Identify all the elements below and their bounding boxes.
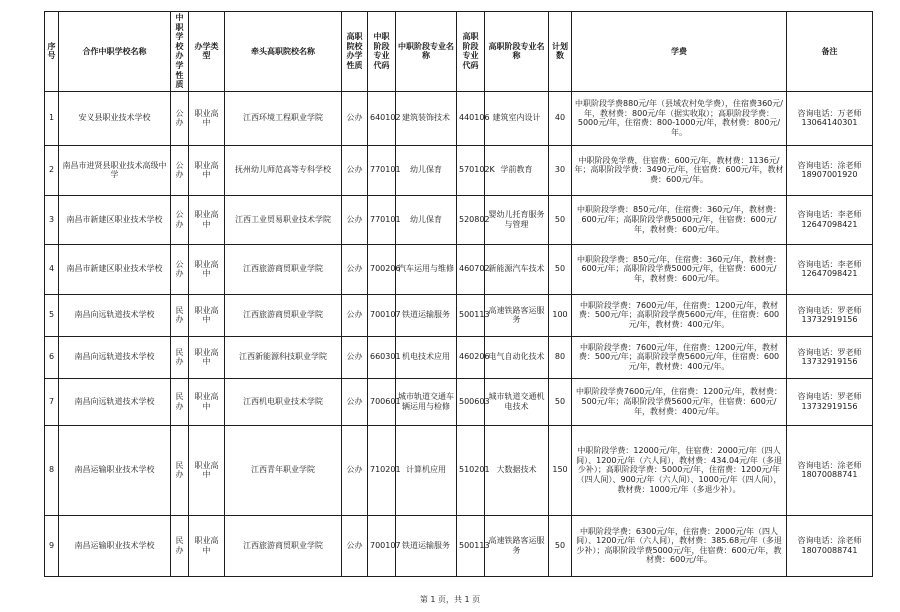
cell-partner-college: 江西工业贸易职业技术学院 — [225, 195, 342, 244]
cell-plan-count: 50 — [549, 195, 572, 244]
cell-school-name: 南昌向远轨道技术学校 — [59, 294, 171, 336]
cell-partner-college: 抚州幼儿师范高等专科学校 — [225, 145, 342, 195]
cell-sec-major-code: 700601 — [368, 378, 396, 425]
cell-plan-count: 50 — [549, 244, 572, 294]
cell-school-name: 安义县职业技术学校 — [59, 91, 171, 145]
header-school-type: 办学类型 — [189, 12, 225, 92]
enrollment-table — [44, 11, 873, 577]
cell-partner-college: 江西机电职业技术学院 — [225, 378, 342, 425]
cell-hv-major-name: 婴幼儿托育服务与管理 — [485, 195, 549, 244]
cell-partner-nature: 公办 — [342, 91, 368, 145]
cell-hv-major-code: 510201 — [457, 425, 485, 515]
cell-sec-major-name: 幼儿保育 — [396, 145, 457, 195]
cell-hv-major-code: 500603 — [457, 378, 485, 425]
header-sec-major-code: 中职阶段专业代码 — [368, 12, 396, 92]
cell-seq: 1 — [45, 91, 59, 145]
cell-school-name: 南昌运输职业技术学校 — [59, 515, 171, 576]
cell-school-type: 职业高中 — [189, 195, 225, 244]
cell-fee: 中职阶段学费7600元/年，住宿费：1200元/年，教材费：500元/年；高职阶段学费5600元/年，住宿费：600元/年，教材费：400元/年。 — [572, 378, 787, 425]
cell-hv-major-code: 460206 — [457, 336, 485, 378]
cell-hv-major-name: 高速铁路客运服务 — [485, 515, 549, 576]
cell-seq: 2 — [45, 145, 59, 195]
header-partner: 牵头高职院校名称 — [225, 12, 342, 92]
cell-sec-major-code: 770101 — [368, 195, 396, 244]
cell-seq: 8 — [45, 425, 59, 515]
cell-school-type: 职业高中 — [189, 336, 225, 378]
table-body — [45, 91, 873, 576]
cell-sec-major-code: 660301 — [368, 336, 396, 378]
table-row — [45, 336, 873, 378]
cell-sec-major-name: 铁道运输服务 — [396, 294, 457, 336]
cell-sec-major-name: 机电技术应用 — [396, 336, 457, 378]
cell-hv-major-code: 520802 — [457, 195, 485, 244]
cell-partner-college: 江西环境工程职业学院 — [225, 91, 342, 145]
cell-sec-major-name: 计算机应用 — [396, 425, 457, 515]
header-plan: 计划数 — [549, 12, 572, 92]
cell-plan-count: 40 — [549, 91, 572, 145]
cell-partner-college: 江西新能源科技职业学院 — [225, 336, 342, 378]
header-note: 备注 — [787, 12, 873, 92]
cell-school-name: 南昌市新建区职业技术学校 — [59, 195, 171, 244]
table-row — [45, 145, 873, 195]
cell-hv-major-code: 500113 — [457, 515, 485, 576]
cell-note: 咨询电话：罗老师13732919156 — [787, 294, 873, 336]
cell-fee: 中职阶段学费：12000元/年，住宿费：2000元/年（四人间）、1200元/年（六人间），教材费：434.04元/年（多退少补）；高职阶段学费：5000元/年，住宿费：1200元/年（四人间）、900元/年（六人间）、1000元/年（四人间），教材费：1000元/年（多退少补）。 — [572, 425, 787, 515]
cell-school-nature: 民办 — [171, 425, 189, 515]
table-header — [45, 12, 873, 92]
cell-school-nature: 公办 — [171, 195, 189, 244]
header-hv-major-code: 高职阶段专业代码 — [457, 12, 485, 92]
header-seq: 序号 — [45, 12, 59, 92]
header-partner-nature: 高职院校办学性质 — [342, 12, 368, 92]
cell-plan-count: 100 — [549, 294, 572, 336]
cell-school-type: 职业高中 — [189, 515, 225, 576]
cell-partner-nature: 公办 — [342, 425, 368, 515]
cell-sec-major-code: 770101 — [368, 145, 396, 195]
header-hv-major-name: 高职阶段专业名称 — [485, 12, 549, 92]
cell-fee: 中职阶段学费：6300元/年，住宿费：2000元/年（四人间）、1200元/年（六人间），教材费：385.68元/年（多退少补）；高职阶段学费5000元/年，住宿费：600元/年，教材费：600元/年。 — [572, 515, 787, 576]
cell-school-name: 南昌市新建区职业技术学校 — [59, 244, 171, 294]
cell-sec-major-code: 700206 — [368, 244, 396, 294]
cell-sec-major-name: 铁道运输服务 — [396, 515, 457, 576]
cell-fee: 中职阶段学费：7600元/年，住宿费：1200元/年，教材费：500元/年；高职阶段学费5600元/年，住宿费：600元/年，教材费：400元/年。 — [572, 336, 787, 378]
cell-note: 咨询电话：万老师13064140301 — [787, 91, 873, 145]
table-row — [45, 195, 873, 244]
cell-partner-nature: 公办 — [342, 336, 368, 378]
cell-seq: 7 — [45, 378, 59, 425]
table-row — [45, 294, 873, 336]
cell-partner-college: 江西青年职业学院 — [225, 425, 342, 515]
cell-school-name: 南昌向远轨道技术学校 — [59, 336, 171, 378]
cell-fee: 中职阶段学费：7600元/年，住宿费：1200元/年，教材费：500元/年；高职阶段学费5600元/年，住宿费：600元/年，教材费：400元/年。 — [572, 294, 787, 336]
header-sec-major-name: 中职阶段专业名称 — [396, 12, 457, 92]
cell-hv-major-name: 建筑室内设计 — [485, 91, 549, 145]
cell-note: 咨询电话：涂老师18907001920 — [787, 145, 873, 195]
cell-partner-college: 江西旅游商贸职业学院 — [225, 515, 342, 576]
cell-fee: 中职阶段免学费，住宿费：600元/年，教材费：1136元/年；高职阶段学费：3490元/年，住宿费：600元/年，教材费：600元/年。 — [572, 145, 787, 195]
cell-school-nature: 民办 — [171, 378, 189, 425]
cell-fee: 中职阶段学费：850元/年，住宿费：360元/年，教材费：600元/年；高职阶段学费5000元/年，住宿费：600元/年，教材费：600元/年。 — [572, 195, 787, 244]
cell-seq: 4 — [45, 244, 59, 294]
cell-sec-major-name: 建筑装饰技术 — [396, 91, 457, 145]
cell-note: 咨询电话：李老师12647098421 — [787, 244, 873, 294]
cell-plan-count: 150 — [549, 425, 572, 515]
cell-plan-count: 80 — [549, 336, 572, 378]
cell-school-nature: 民办 — [171, 294, 189, 336]
cell-partner-nature: 公办 — [342, 244, 368, 294]
cell-school-nature: 公办 — [171, 91, 189, 145]
cell-fee: 中职阶段学费880元/年（县域农村免学费），住宿费360元/年，教材费：800元/年（据实收取）；高职阶段学费：5000元/年，住宿费：800-1000元/年，教材费：800元/年。 — [572, 91, 787, 145]
cell-partner-college: 江西旅游商贸职业学院 — [225, 294, 342, 336]
cell-sec-major-code: 700107 — [368, 515, 396, 576]
cell-school-nature: 公办 — [171, 244, 189, 294]
cell-plan-count: 50 — [549, 515, 572, 576]
cell-hv-major-code: 440106 — [457, 91, 485, 145]
cell-school-type: 职业高中 — [189, 91, 225, 145]
cell-plan-count: 30 — [549, 145, 572, 195]
cell-partner-nature: 公办 — [342, 145, 368, 195]
cell-plan-count: 50 — [549, 378, 572, 425]
cell-partner-college: 江西旅游商贸职业学院 — [225, 244, 342, 294]
table-row — [45, 91, 873, 145]
table-row — [45, 425, 873, 515]
cell-hv-major-name: 电气自动化技术 — [485, 336, 549, 378]
cell-fee: 中职阶段学费：850元/年，住宿费：360元/年，教材费：600元/年；高职阶段学费5000元/年，住宿费：600元/年，教材费：600元/年。 — [572, 244, 787, 294]
header-school-nature: 中职学校办学性质 — [171, 12, 189, 92]
page-footer: 第 1 页，共 1 页 — [419, 595, 481, 604]
cell-hv-major-name: 高速铁路客运服务 — [485, 294, 549, 336]
cell-seq: 3 — [45, 195, 59, 244]
cell-hv-major-code: 570102K — [457, 145, 485, 195]
cell-hv-major-name: 大数据技术 — [485, 425, 549, 515]
cell-school-nature: 民办 — [171, 336, 189, 378]
table-row — [45, 378, 873, 425]
cell-partner-nature: 公办 — [342, 294, 368, 336]
cell-sec-major-code: 700107 — [368, 294, 396, 336]
header-row — [45, 12, 873, 92]
header-fee: 学费 — [572, 12, 787, 92]
cell-hv-major-name: 城市轨道交通机电技术 — [485, 378, 549, 425]
cell-note: 咨询电话：罗老师13732919156 — [787, 336, 873, 378]
cell-note: 咨询电话：李老师12647098421 — [787, 195, 873, 244]
cell-hv-major-name: 学前教育 — [485, 145, 549, 195]
cell-sec-major-name: 城市轨道交通车辆运用与检修 — [396, 378, 457, 425]
cell-school-nature: 民办 — [171, 515, 189, 576]
cell-school-type: 职业高中 — [189, 244, 225, 294]
cell-school-type: 职业高中 — [189, 294, 225, 336]
cell-seq: 5 — [45, 294, 59, 336]
cell-partner-nature: 公办 — [342, 515, 368, 576]
cell-partner-nature: 公办 — [342, 378, 368, 425]
cell-school-type: 职业高中 — [189, 145, 225, 195]
cell-school-name: 南昌运输职业技术学校 — [59, 425, 171, 515]
cell-hv-major-name: 新能源汽车技术 — [485, 244, 549, 294]
cell-sec-major-code: 710201 — [368, 425, 396, 515]
cell-school-name: 南昌市进贤县职业技术高级中学 — [59, 145, 171, 195]
cell-school-nature: 公办 — [171, 145, 189, 195]
cell-sec-major-name: 幼儿保育 — [396, 195, 457, 244]
cell-school-type: 职业高中 — [189, 425, 225, 515]
cell-hv-major-code: 500113 — [457, 294, 485, 336]
cell-note: 咨询电话：罗老师13732919156 — [787, 378, 873, 425]
cell-seq: 9 — [45, 515, 59, 576]
cell-note: 咨询电话：涂老师18070088741 — [787, 425, 873, 515]
header-school: 合作中职学校名称 — [59, 12, 171, 92]
cell-sec-major-code: 640102 — [368, 91, 396, 145]
cell-hv-major-code: 460702 — [457, 244, 485, 294]
cell-partner-nature: 公办 — [342, 195, 368, 244]
cell-sec-major-name: 汽车运用与维修 — [396, 244, 457, 294]
table-row — [45, 244, 873, 294]
cell-school-name: 南昌向远轨道技术学校 — [59, 378, 171, 425]
cell-note: 咨询电话：涂老师18070088741 — [787, 515, 873, 576]
cell-seq: 6 — [45, 336, 59, 378]
table-row — [45, 515, 873, 576]
cell-school-type: 职业高中 — [189, 378, 225, 425]
